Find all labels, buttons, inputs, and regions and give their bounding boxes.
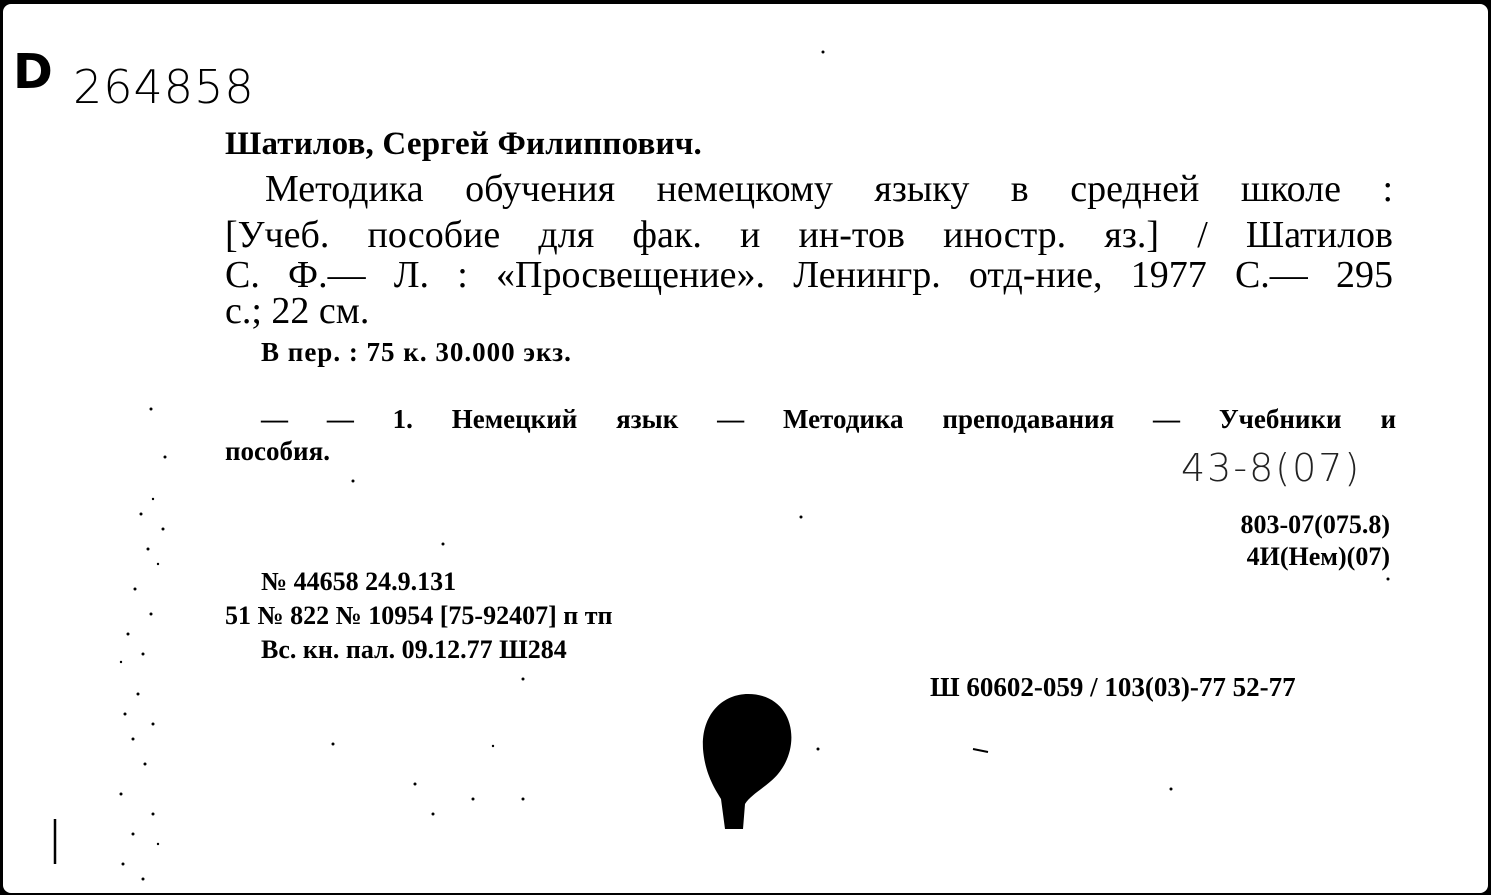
udc-code-line-2: 4И(Нем)(07): [1246, 542, 1390, 571]
print-info-line-2: 51 № 822 № 10954 [75-92407] п тп: [225, 601, 613, 630]
publisher-code-line: Ш 60602-059 / 103(03)-77 52-77: [930, 672, 1296, 702]
print-info-line-3: Вс. кн. пал. 09.12.77 Ш284: [261, 635, 567, 664]
punch-hole: [703, 694, 792, 829]
title-line-1: Методика обучения немецкому языку в средней школе :: [265, 168, 1393, 210]
title-line-2: [Учеб. пособие для фак. и ин-тов иностр. яз.] / Шатилов: [225, 214, 1393, 256]
print-info-line-1: № 44658 24.9.131: [261, 567, 457, 596]
catalog-card: [3, 4, 1488, 893]
subject-heading-line-1: — — 1. Немецкий язык — Методика преподавания — Учебники и: [261, 404, 1396, 434]
title-line-3: С. Ф.— Л. : «Просвещение». Ленингр. отд-ние, 1977 С.— 295: [225, 254, 1393, 296]
title-line-4: с.; 22 см.: [225, 290, 370, 332]
accession-number: 264858: [73, 60, 255, 114]
scan-artifacts: [3, 4, 1488, 893]
author-heading: Шатилов, Сергей Филиппович.: [225, 126, 703, 162]
price-line: В пер. : 75 к. 30.000 экз.: [261, 337, 572, 367]
subject-heading-line-2: пособия.: [225, 436, 330, 466]
handwritten-classification: 43-8(07): [1181, 446, 1362, 490]
udc-code-line-1: 803-07(075.8): [1240, 510, 1390, 539]
accession-letter: D: [13, 44, 53, 100]
